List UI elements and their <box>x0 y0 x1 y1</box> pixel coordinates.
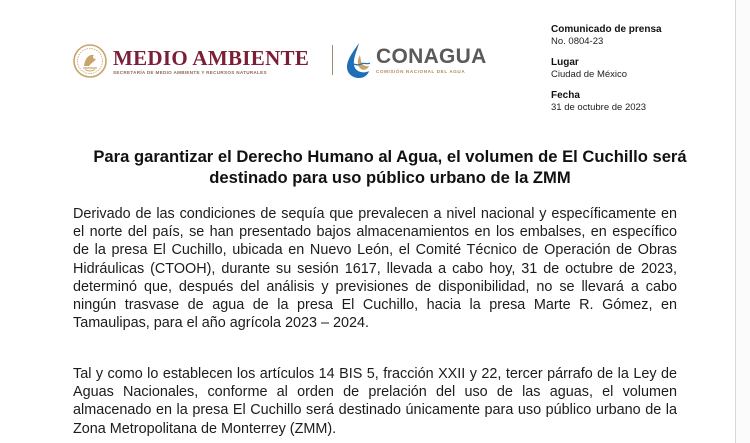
comunicado-block <box>551 24 731 48</box>
conagua-subtitle: COMISIÓN NACIONAL DEL AGUA <box>376 69 466 74</box>
page-edge <box>735 0 750 443</box>
fecha-block <box>551 90 731 114</box>
press-release-meta <box>551 24 731 123</box>
body-paragraph-1: Derivado de las condiciones de sequía que prevalecen a nivel nacional y específicamente en el norte del país, se han presentado bajos almacenamientos en los embalses, en específico de la presa El Cuchillo, ubicada en Nuevo León, el Comité Técnico de Operación de Obras Hidráulicas (CTOOH), durante su sesión 1617, llevada a cabo hoy, 31 de octubre de 2023, determinó que, después del análisis y previsiones de disponibilidad, no se llevará a cabo ningún trasvase de agua de la presa El Cuchillo, hacia la presa Marte R. Gómez, en Tamaulipas, para el año agrícola 2023 – 2024. <box>73 206 677 332</box>
comunicado-label: Comunicado de prensa <box>551 24 662 35</box>
headline: Para garantizar el Derecho Humano al Agua, el volumen de El Cuchillo será destinado para uso público urbano de la ZMM <box>93 147 687 187</box>
body-paragraph-2: Tal y como lo establecen los artículos 14 BIS 5, fracción XXII y 22, tercer párrafo de la Ley de Aguas Nacionales, conforme al orden de prelación del uso de las aguas, el volumen almacenado en la presa El Cuchillo será destinado únicamente para uso público urbano de la Zona Metropolitana de Monterrey (ZMM). <box>73 366 677 437</box>
lugar-label: Lugar <box>551 57 579 68</box>
sema-title: MEDIO AMBIENTE <box>113 46 310 70</box>
sema-logo <box>73 40 309 82</box>
conagua-logo <box>344 38 487 82</box>
lugar-block <box>551 57 731 81</box>
logo-divider <box>332 45 333 75</box>
comunicado-number: No. 0804-23 <box>551 36 604 47</box>
fecha-label: Fecha <box>551 90 580 101</box>
sema-subtitle: SECRETARÍA DE MEDIO AMBIENTE Y RECURSOS NATURALES <box>113 70 267 75</box>
conagua-title: CONAGUA <box>376 45 487 68</box>
water-drop-icon <box>344 41 372 79</box>
fecha-value: 31 de octubre de 2023 <box>551 102 647 113</box>
lugar-value: Ciudad de México <box>551 69 628 80</box>
national-seal-icon <box>73 44 107 78</box>
